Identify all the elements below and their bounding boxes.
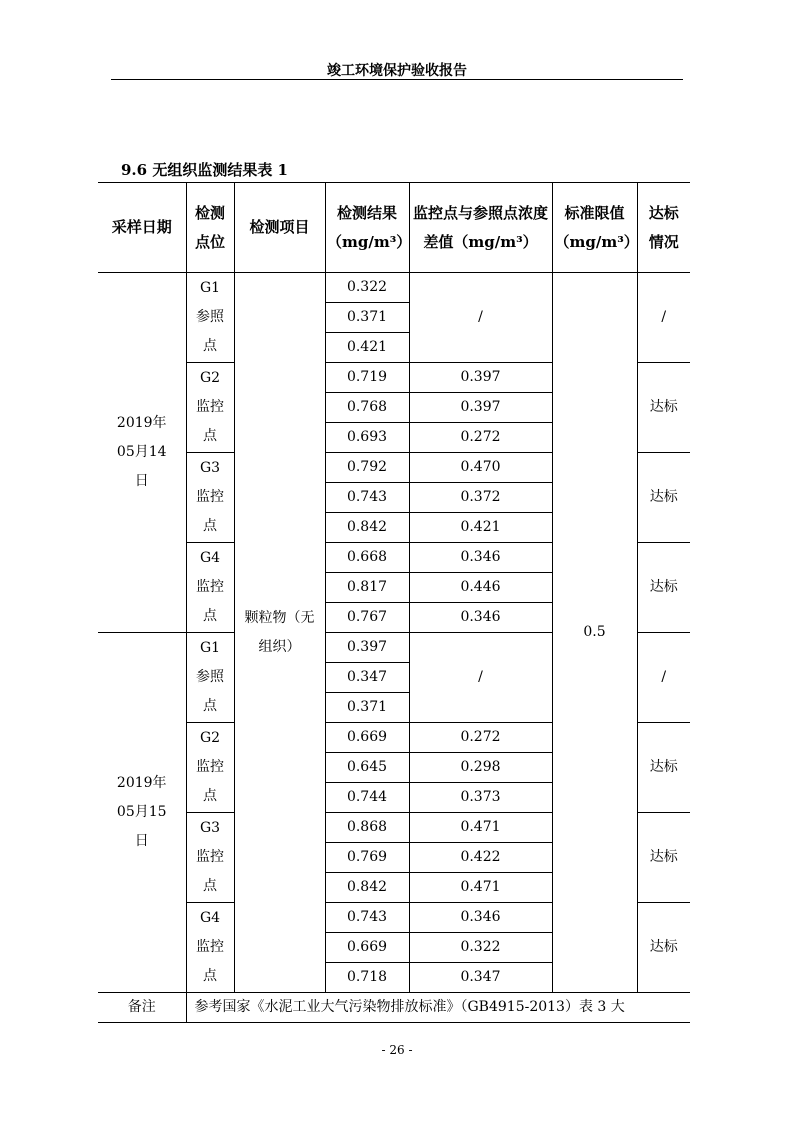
difference-value-cell: 0.346 xyxy=(409,903,552,933)
compliance-status-cell: / xyxy=(637,273,690,363)
result-value-cell: 0.371 xyxy=(325,303,409,333)
sampling-date-cell: 2019年05月15日 xyxy=(98,633,186,993)
result-value-cell: 0.743 xyxy=(325,903,409,933)
sampling-date-cell: 2019年05月14日 xyxy=(98,273,186,633)
header-diff: 监控点与参照点浓度差值（mg/m³） xyxy=(409,183,552,273)
result-value-cell: 0.421 xyxy=(325,333,409,363)
result-value-cell: 0.768 xyxy=(325,393,409,423)
difference-value-cell: 0.446 xyxy=(409,573,552,603)
result-value-cell: 0.322 xyxy=(325,273,409,303)
result-value-cell: 0.645 xyxy=(325,753,409,783)
sampling-point-cell: G1参照点 xyxy=(186,273,234,363)
header-status: 达标情况 xyxy=(637,183,690,273)
page-header: 竣工环境保护验收报告 xyxy=(327,63,467,79)
difference-value-cell: / xyxy=(409,273,552,363)
result-value-cell: 0.842 xyxy=(325,873,409,903)
remark-label: 备注 xyxy=(98,993,186,1023)
sampling-point-cell: G3监控点 xyxy=(186,453,234,543)
sampling-point-cell: G1参照点 xyxy=(186,633,234,723)
result-value-cell: 0.693 xyxy=(325,423,409,453)
header-item: 检测项目 xyxy=(234,183,325,273)
difference-value-cell: 0.397 xyxy=(409,393,552,423)
difference-value-cell: 0.397 xyxy=(409,363,552,393)
result-value-cell: 0.371 xyxy=(325,693,409,723)
section-title: 9.6 无组织监测结果表 1 xyxy=(121,161,288,179)
result-value-cell: 0.767 xyxy=(325,603,409,633)
result-value-cell: 0.792 xyxy=(325,453,409,483)
table-header-row xyxy=(98,183,690,273)
compliance-status-cell: / xyxy=(637,633,690,723)
difference-value-cell: 0.372 xyxy=(409,483,552,513)
header-divider xyxy=(111,79,683,80)
sampling-point-cell: G3监控点 xyxy=(186,813,234,903)
page-number: - 26 - xyxy=(381,1043,413,1057)
result-value-cell: 0.669 xyxy=(325,933,409,963)
compliance-status-cell: 达标 xyxy=(637,903,690,993)
difference-value-cell: 0.422 xyxy=(409,843,552,873)
result-value-cell: 0.743 xyxy=(325,483,409,513)
header-date: 采样日期 xyxy=(98,183,186,273)
compliance-status-cell: 达标 xyxy=(637,543,690,633)
remark-text: 参考国家《水泥工业大气污染物排放标准》（GB4915-2013）表 3 大 xyxy=(186,993,690,1023)
difference-value-cell: 0.470 xyxy=(409,453,552,483)
result-value-cell: 0.718 xyxy=(325,963,409,993)
difference-value-cell: 0.272 xyxy=(409,423,552,453)
table-row xyxy=(98,273,690,303)
difference-value-cell: / xyxy=(409,633,552,723)
compliance-status-cell: 达标 xyxy=(637,813,690,903)
header-limit: 标准限值（mg/m³） xyxy=(552,183,637,273)
difference-value-cell: 0.346 xyxy=(409,543,552,573)
test-item-cell: 颗粒物（无组织） xyxy=(234,273,325,993)
difference-value-cell: 0.471 xyxy=(409,813,552,843)
result-value-cell: 0.397 xyxy=(325,633,409,663)
difference-value-cell: 0.298 xyxy=(409,753,552,783)
result-value-cell: 0.668 xyxy=(325,543,409,573)
compliance-status-cell: 达标 xyxy=(637,723,690,813)
result-value-cell: 0.769 xyxy=(325,843,409,873)
result-value-cell: 0.719 xyxy=(325,363,409,393)
remark-row xyxy=(98,993,690,1023)
result-value-cell: 0.842 xyxy=(325,513,409,543)
difference-value-cell: 0.346 xyxy=(409,603,552,633)
result-value-cell: 0.669 xyxy=(325,723,409,753)
difference-value-cell: 0.373 xyxy=(409,783,552,813)
sampling-point-cell: G2监控点 xyxy=(186,723,234,813)
compliance-status-cell: 达标 xyxy=(637,363,690,453)
result-value-cell: 0.868 xyxy=(325,813,409,843)
sampling-point-cell: G2监控点 xyxy=(186,363,234,453)
compliance-status-cell: 达标 xyxy=(637,453,690,543)
result-value-cell: 0.744 xyxy=(325,783,409,813)
difference-value-cell: 0.347 xyxy=(409,963,552,993)
limit-value-cell: 0.5 xyxy=(552,273,637,993)
result-value-cell: 0.347 xyxy=(325,663,409,693)
header-result: 检测结果（mg/m³） xyxy=(325,183,409,273)
difference-value-cell: 0.421 xyxy=(409,513,552,543)
difference-value-cell: 0.471 xyxy=(409,873,552,903)
result-value-cell: 0.817 xyxy=(325,573,409,603)
header-point: 检测点位 xyxy=(186,183,234,273)
sampling-point-cell: G4监控点 xyxy=(186,543,234,633)
difference-value-cell: 0.322 xyxy=(409,933,552,963)
sampling-point-cell: G4监控点 xyxy=(186,903,234,993)
difference-value-cell: 0.272 xyxy=(409,723,552,753)
monitoring-results-table xyxy=(98,182,690,1023)
